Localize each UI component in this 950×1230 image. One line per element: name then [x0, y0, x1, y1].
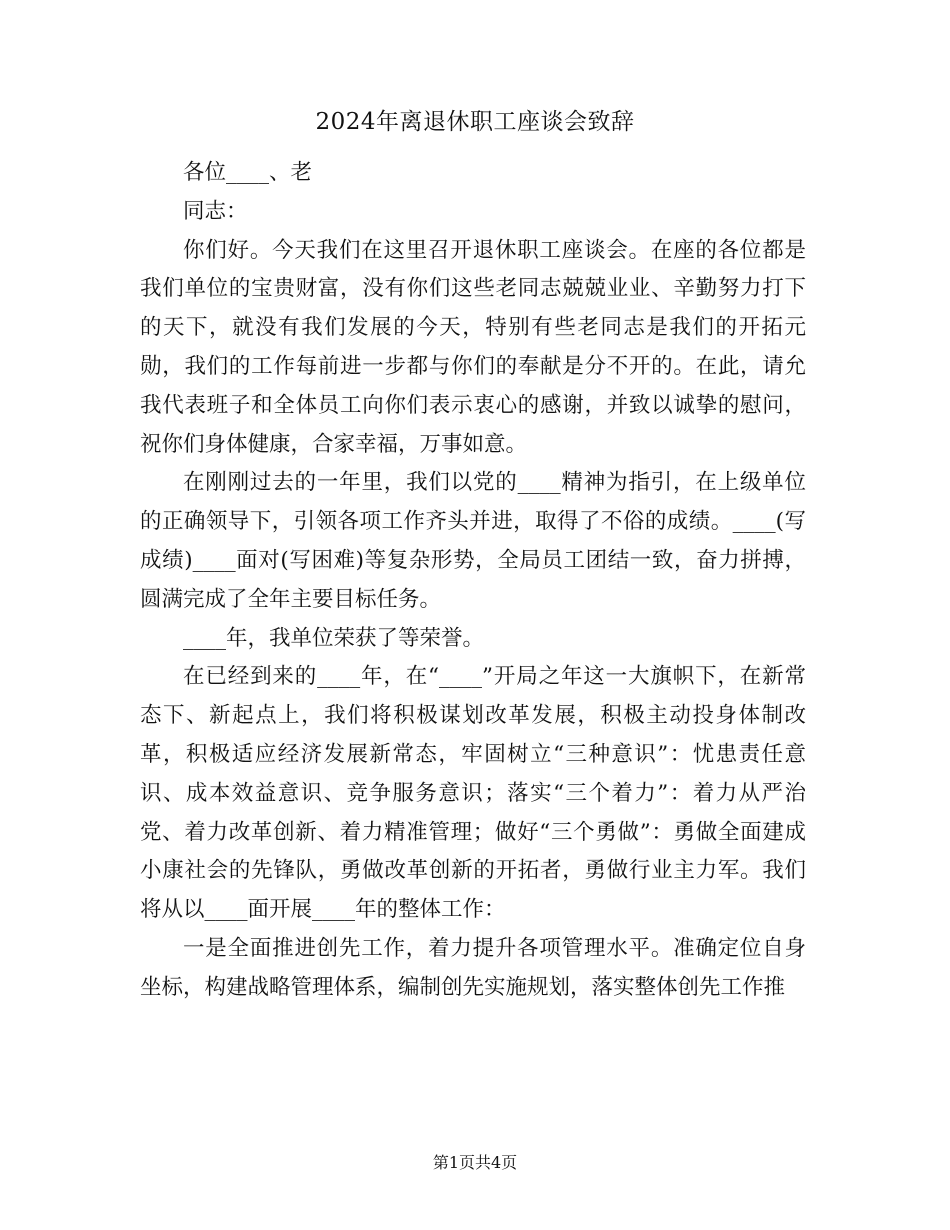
- page-number-footer: 第1页共4页: [432, 1153, 518, 1172]
- salutation-line-2: 同志：: [183, 198, 248, 224]
- document-body: [140, 154, 806, 1008]
- paragraph-point-one: 一是全面推进创先工作，着力提升各项管理水平。准确定位自身坐标，构建战略管理体系，编制创先实施规划，落实整体创先工作推: [140, 935, 806, 1000]
- document-title: 2024年离退休职工座谈会致辞: [315, 109, 635, 135]
- paragraph-new-year: 在已经到来的____年，在“____”开局之年这一大旗帜下，在新常态下、新起点上，我们将积极谋划改革发展，积极主动投身体制改革，积极适应经济发展新常态，牢固树立“三种意识”：忧患责任意识、成本效益意识、竞争服务意识；落实“三个着力”：着力从严治党、着力改革创新、着力精准管理；做好“三个勇做”：勇做全面建成小康社会的先锋队，勇做改革创新的开拓者，勇做行业主力军。我们将从以____面开展____年的整体工作：: [140, 664, 806, 923]
- salutation-line-1: 各位____、老: [183, 160, 313, 185]
- paragraph-greeting: 你们好。今天我们在这里召开退休职工座谈会。在座的各位都是我们单位的宝贵财富，没有你们这些老同志兢兢业业、辛勤努力打下的天下，就没有我们发展的今天，特别有些老同志是我们的开拓元勋，我们的工作每前进一步都与你们的奉献是分不开的。在此，请允我代表班子和全体员工向你们表示衷心的感谢，并致以诚挚的慰问，祝你们身体健康，合家幸福，万事如意。: [140, 237, 806, 457]
- paragraph-honors: ____年，我单位荣获了等荣誉。: [183, 625, 485, 651]
- paragraph-last-year: 在刚刚过去的一年里，我们以党的____精神为指引，在上级单位的正确领导下，引领各项工作齐头并进，取得了不俗的成绩。____(写成绩)____面对(写困难)等复杂形势，全局员工团结一致，奋力拼搏，圆满完成了全年主要目标任务。: [140, 470, 806, 612]
